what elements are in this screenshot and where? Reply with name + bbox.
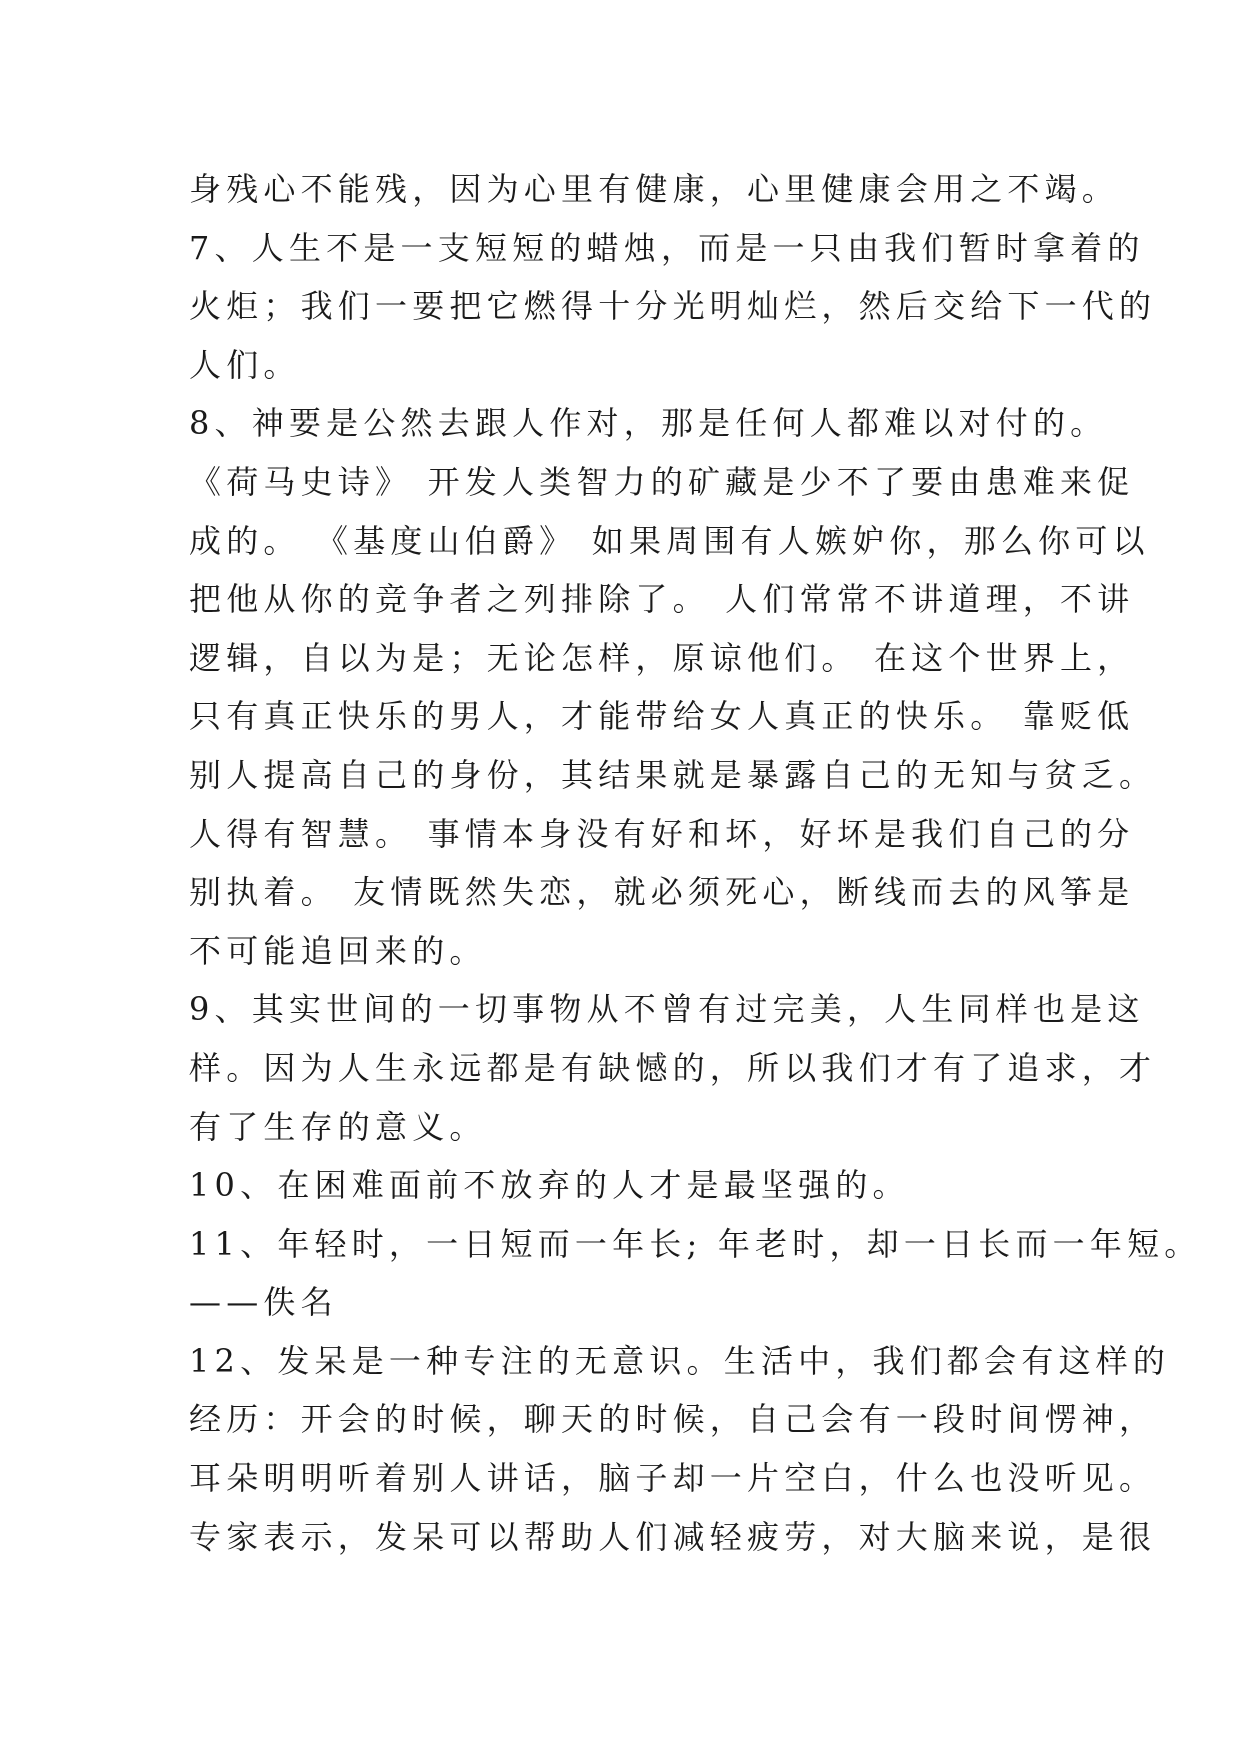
text-line: 《荷马史诗》 开发人类智力的矿藏是少不了要由患难来促 bbox=[189, 462, 1135, 501]
text-line: 火炬；我们一要把它燃得十分光明灿烂，然后交给下一代的 bbox=[189, 287, 1157, 326]
text-line: 只有真正快乐的男人，才能带给女人真正的快乐。 靠贬低 bbox=[189, 697, 1135, 736]
text-line: 8、神要是公然去跟人作对，那是任何人都难以对付的。 bbox=[189, 404, 1108, 443]
text-line: 12、发呆是一种专注的无意识。生活中，我们都会有这样的 bbox=[189, 1341, 1171, 1380]
text-line: 7、人生不是一支短短的蜡烛，而是一只由我们暂时拿着的 bbox=[189, 228, 1145, 267]
text-line: ——佚名 bbox=[189, 1283, 338, 1322]
text-line: 身残心不能残，因为心里有健康，心里健康会用之不竭。 bbox=[189, 170, 1120, 208]
text-line: 人得有智慧。 事情本身没有好和坏，好坏是我们自己的分 bbox=[189, 814, 1135, 853]
text-line: 11、年轻时，一日短而一年长; 年老时，却一日长而一年短。 bbox=[189, 1224, 1202, 1263]
text-line: 耳朵明明听着别人讲话，脑子却一片空白，什么也没听见。 bbox=[189, 1459, 1157, 1498]
text-line: 成的。 《基度山伯爵》 如果周围有人嫉妒你，那么你可以 bbox=[189, 521, 1150, 560]
text-line: 不可能追回来的。 bbox=[189, 931, 487, 970]
text-line: 10、在困难面前不放弃的人才是最坚强的。 bbox=[189, 1166, 910, 1205]
text-line: 别人提高自己的身份，其结果就是暴露自己的无知与贫乏。 bbox=[189, 755, 1157, 794]
document-body bbox=[189, 160, 1202, 1566]
text-line: 把他从你的竞争者之列排除了。 人们常常不讲道理，不讲 bbox=[189, 580, 1135, 619]
text-line: 专家表示，发呆可以帮助人们减轻疲劳，对大脑来说，是很 bbox=[189, 1517, 1157, 1556]
text-line: 9、其实世间的一切事物从不曾有过完美，人生同样也是这 bbox=[189, 990, 1145, 1029]
text-line: 样。因为人生永远都是有缺憾的，所以我们才有了追求，才 bbox=[189, 1048, 1157, 1087]
text-line: 人们。 bbox=[189, 345, 301, 384]
text-line: 逻辑，自以为是；无论怎样，原谅他们。 在这个世界上， bbox=[189, 638, 1135, 677]
text-line: 别执着。 友情既然失恋，就必须死心，断线而去的风筝是 bbox=[189, 873, 1135, 912]
text-line: 经历：开会的时候，聊天的时候，自己会有一段时间愣神， bbox=[189, 1400, 1157, 1439]
text-line: 有了生存的意义。 bbox=[189, 1107, 487, 1146]
